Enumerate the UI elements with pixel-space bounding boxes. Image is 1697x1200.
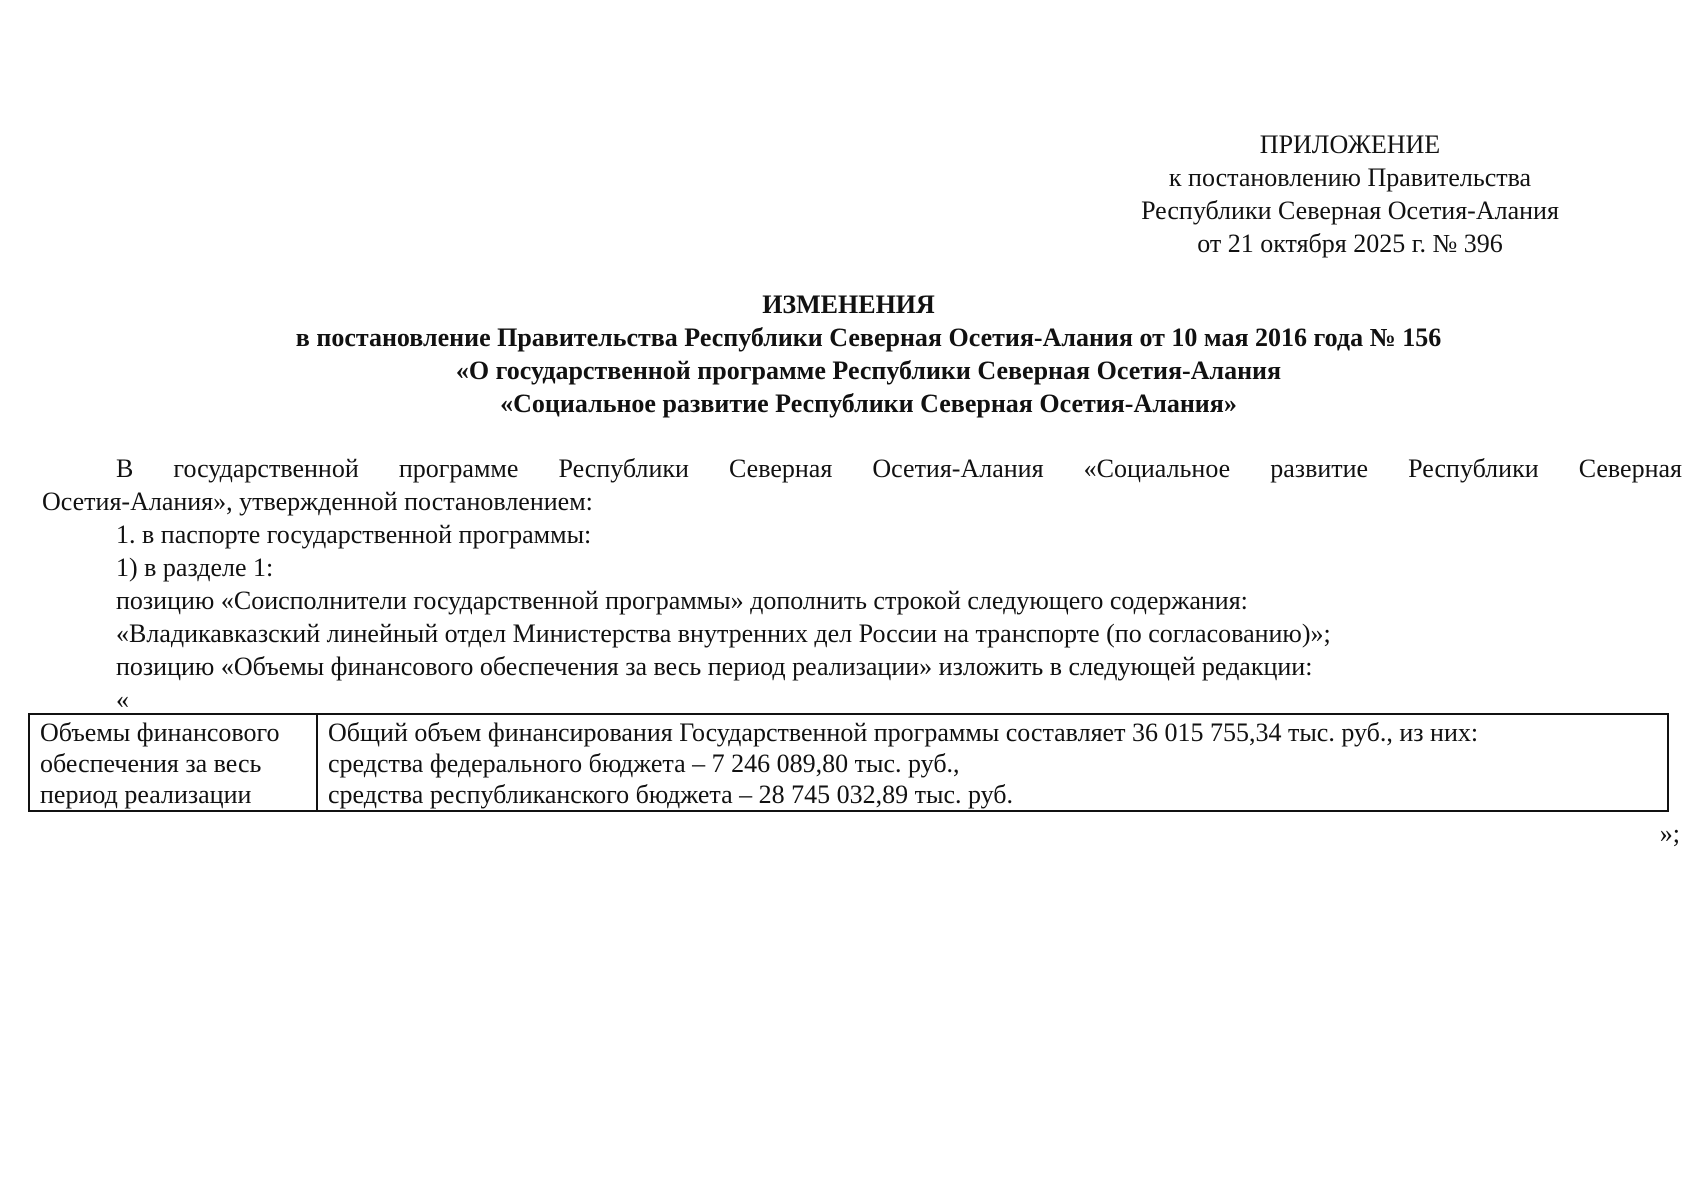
label-line: обеспечения за весь bbox=[40, 749, 262, 778]
label-line: Объемы финансового bbox=[40, 718, 280, 747]
heading-line-1: в постановление Правительства Республики Северная Осетия-Алания от 10 мая 2016 года № 156 bbox=[295, 323, 1442, 352]
annex-line-1: к постановлению Правительства bbox=[1168, 163, 1532, 192]
value-line-total: Общий объем финансирования Государственной программы составляет 36 015 755,34 тыс. руб., из них: bbox=[328, 718, 1479, 747]
intro-line-1: В государственной программе Республики Северная Осетия-Алания «Социальное развитие Республики Северная bbox=[116, 454, 1682, 483]
position-2-instruction: позицию «Объемы финансового обеспечения за весь период реализации» изложить в следующей редакции: bbox=[116, 652, 1313, 681]
item-1: 1. в паспорте государственной программы: bbox=[116, 520, 592, 549]
quote-close: »; bbox=[1659, 819, 1680, 848]
position-1-instruction: позицию «Соисполнители государственной программы» дополнить строкой следующего содержания: bbox=[116, 586, 1248, 615]
value-line-republican: средства республиканского бюджета – 28 745 032,89 тыс. руб. bbox=[328, 780, 1014, 809]
annex-line-2: Республики Северная Осетия-Алания bbox=[1141, 196, 1559, 225]
document-body bbox=[42, 452, 1682, 716]
annex-block bbox=[1100, 128, 1600, 260]
heading-line-2: «О государственной программе Республики Северная Осетия-Алания bbox=[455, 356, 1282, 385]
financing-value-cell bbox=[317, 714, 1668, 811]
value-line-federal: средства федерального бюджета – 7 246 089,80 тыс. руб., bbox=[328, 749, 960, 778]
document-heading bbox=[0, 288, 1697, 420]
heading-title: ИЗМЕНЕНИЯ bbox=[762, 290, 935, 319]
position-1-text: «Владикавказский линейный отдел Министерства внутренних дел России на транспорте (по согласованию)»; bbox=[116, 619, 1331, 648]
intro-line-2: Осетия-Алания», утвержденной постановлением: bbox=[42, 487, 593, 516]
item-1-subsection: 1) в разделе 1: bbox=[116, 553, 274, 582]
annex-line-3: от 21 октября 2025 г. № 396 bbox=[1197, 229, 1503, 258]
financing-label-cell bbox=[29, 714, 317, 811]
quote-open: « bbox=[116, 685, 129, 714]
financing-table bbox=[28, 713, 1669, 812]
table-row bbox=[29, 714, 1668, 811]
annex-title: ПРИЛОЖЕНИЕ bbox=[1259, 130, 1441, 159]
heading-line-3: «Социальное развитие Республики Северная Осетия-Алания» bbox=[500, 389, 1237, 418]
label-line: период реализации bbox=[40, 780, 252, 809]
